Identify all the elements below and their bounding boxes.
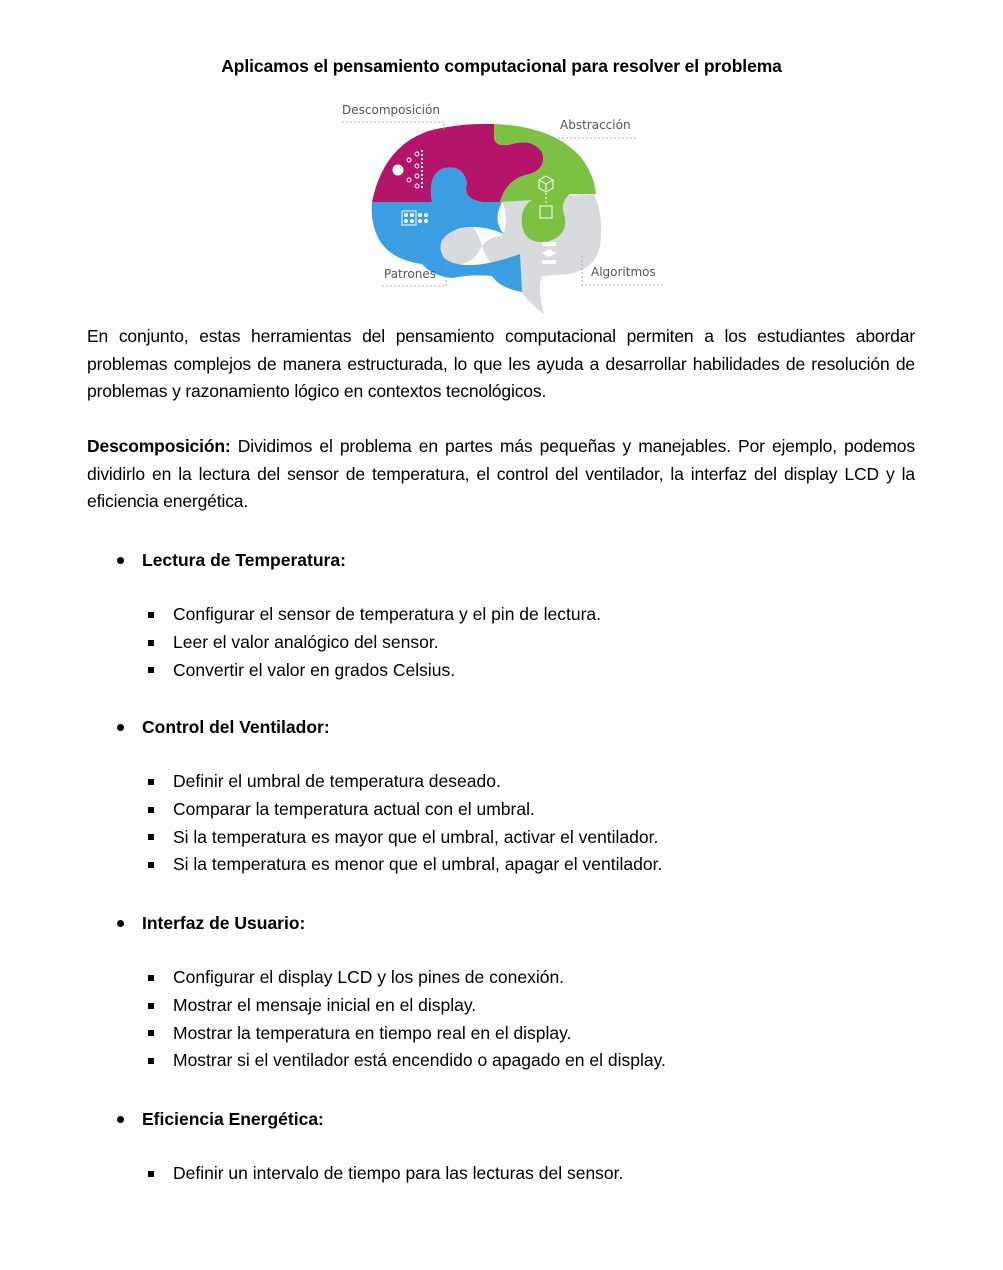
section-fan-control <box>113 713 913 879</box>
section-heading <box>113 1105 913 1133</box>
square-bullet-icon <box>148 1058 154 1064</box>
list-item: Definir un intervalo de tiempo para las lecturas del sensor. <box>113 1160 913 1188</box>
list-item: Configurar el display LCD y los pines de conexión. <box>113 964 913 992</box>
section-user-interface <box>113 909 913 1075</box>
section-temperature-reading <box>113 546 913 684</box>
algorithms-label: Algoritmos <box>591 265 656 279</box>
square-bullet-icon <box>148 779 154 785</box>
document-title: Aplicamos el pensamiento computacional para resolver el problema <box>221 56 782 76</box>
list-item: Si la temperatura es mayor que el umbral, activar el ventilador. <box>113 823 913 851</box>
square-bullet-icon <box>148 1030 154 1036</box>
list-item: Definir el umbral de temperatura deseado. <box>113 768 913 796</box>
list-item: Configurar el sensor de temperatura y el pin de lectura. <box>113 601 913 629</box>
square-bullet-icon <box>148 1171 154 1177</box>
section-heading <box>113 546 913 574</box>
bullet-icon <box>117 920 124 927</box>
section-heading <box>113 713 913 741</box>
patterns-label: Patrones <box>384 267 437 281</box>
list-item: Comparar la temperatura actual con el umbral. <box>113 796 913 824</box>
sub-list <box>113 768 913 879</box>
section-heading-text: Interfaz de Usuario: <box>142 912 306 933</box>
decomposition-text: Dividimos el problema en partes más pequeñas y manejables. Por ejemplo, podemos dividirlo en la lectura del sensor de temperatura, el control del ventilador, la interfaz del display LCD y la eficiencia energética. <box>87 436 915 512</box>
computational-thinking-brain-figure <box>332 96 672 321</box>
section-energy-efficiency <box>113 1105 913 1188</box>
sub-list <box>113 1160 913 1188</box>
sub-list <box>113 601 913 684</box>
square-bullet-icon <box>148 612 154 618</box>
bullet-icon <box>117 1116 124 1123</box>
section-heading-text: Control del Ventilador: <box>142 716 330 737</box>
section-heading <box>113 909 913 937</box>
section-heading-text: Lectura de Temperatura: <box>142 549 346 570</box>
brain-puzzle-illustration <box>332 96 672 321</box>
decomposition-term: Descomposición: <box>87 436 231 456</box>
list-item: Si la temperatura es menor que el umbral, apagar el ventilador. <box>113 851 913 879</box>
decomposition-label: Descomposición <box>342 103 440 117</box>
list-item: Leer el valor analógico del sensor. <box>113 629 913 657</box>
square-bullet-icon <box>148 862 154 868</box>
list-item: Mostrar la temperatura en tiempo real en el display. <box>113 1019 913 1047</box>
bullet-icon <box>117 557 124 564</box>
square-bullet-icon <box>148 834 154 840</box>
sub-list <box>113 964 913 1075</box>
abstraction-label: Abstracción <box>560 118 631 132</box>
square-bullet-icon <box>148 640 154 646</box>
square-bullet-icon <box>148 807 154 813</box>
decomposition-paragraph <box>87 433 915 516</box>
square-bullet-icon <box>148 1003 154 1009</box>
list-item: Convertir el valor en grados Celsius. <box>113 656 913 684</box>
list-item: Mostrar si el ventilador está encendido o apagado en el display. <box>113 1047 913 1075</box>
bullet-icon <box>117 724 124 731</box>
square-bullet-icon <box>148 667 154 673</box>
list-item: Mostrar el mensaje inicial en el display. <box>113 992 913 1020</box>
square-bullet-icon <box>148 975 154 981</box>
section-heading-text: Eficiencia Energética: <box>142 1108 324 1129</box>
intro-paragraph: En conjunto, estas herramientas del pensamiento computacional permiten a los estudiantes abordar problemas complejos de manera estructurada, lo que les ayuda a desarrollar habilidades de resolución de problemas y razonamiento lógico en contextos tecnológicos. <box>87 326 915 402</box>
flowchart-icon <box>542 242 556 264</box>
